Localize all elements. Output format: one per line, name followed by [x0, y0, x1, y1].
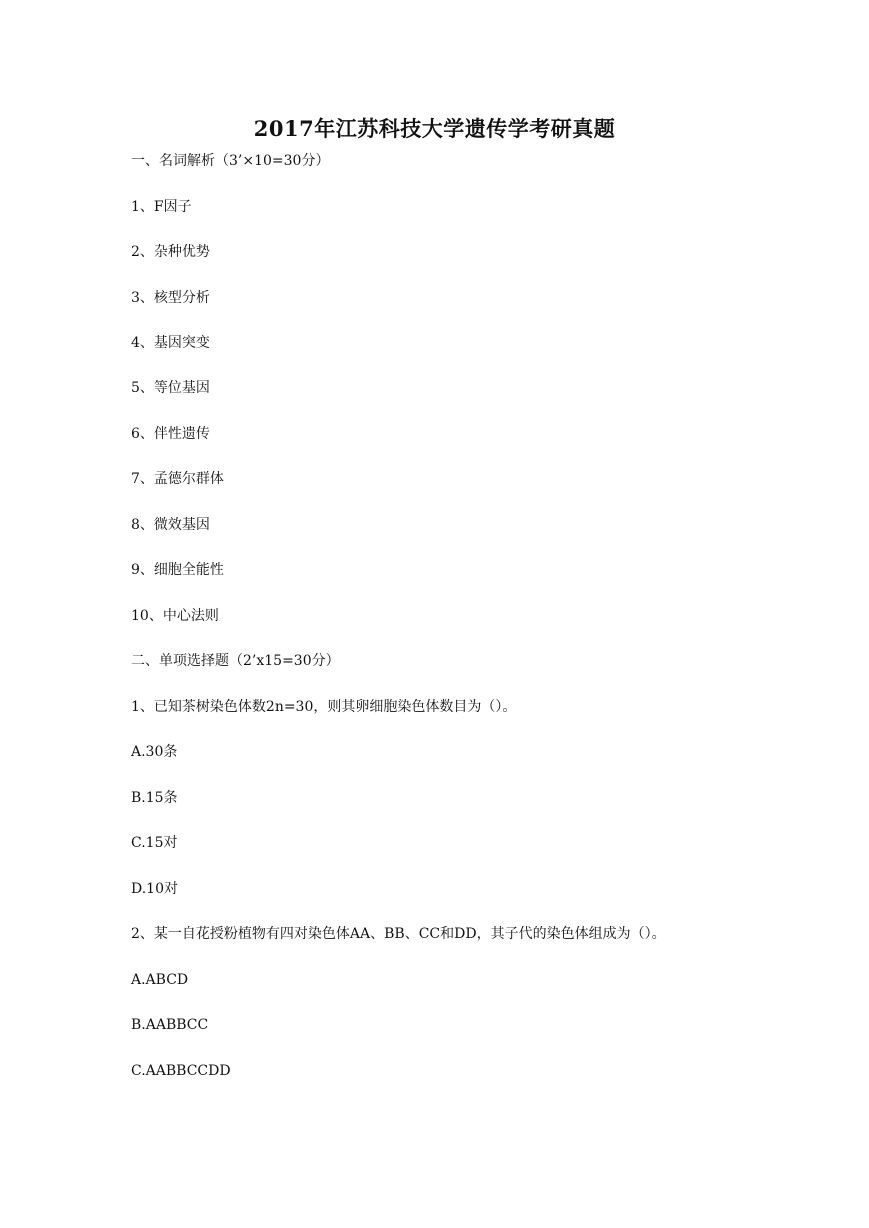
term-item: 6、伴性遗传: [131, 426, 210, 442]
answer-option: D.10对: [131, 881, 178, 897]
answer-option: A.ABCD: [131, 972, 189, 988]
term-item: 4、基因突变: [131, 335, 210, 351]
term-item: 9、细胞全能性: [131, 562, 224, 578]
answer-option: B.AABBCC: [131, 1017, 209, 1033]
term-item: 5、等位基因: [131, 380, 210, 396]
answer-option: C.AABBCCDD: [131, 1063, 231, 1079]
section-heading-terms: 一、名词解析（3’×10=30分）: [131, 153, 330, 169]
page-title: 2017年江苏科技大学遗传学考研真题: [253, 116, 616, 141]
answer-option: A.30条: [131, 744, 178, 760]
question-stem: 1、已知茶树染色体数2n=30，则其卵细胞染色体数目为（）。: [131, 699, 517, 715]
question-stem: 2、某一自花授粉植物有四对染色体AA、BB、CC和DD，其子代的染色体组成为（）。: [131, 926, 666, 942]
term-item: 8、微效基因: [131, 517, 210, 533]
term-item: 10、中心法则: [131, 608, 219, 624]
term-item: 2、杂种优势: [131, 244, 210, 260]
section-heading-choice: 二、单项选择题（2’x15=30分）: [131, 653, 340, 669]
answer-option: B.15条: [131, 790, 178, 806]
term-item: 7、孟德尔群体: [131, 471, 224, 487]
term-item: 3、核型分析: [131, 290, 210, 306]
answer-option: C.15对: [131, 835, 178, 851]
term-item: 1、F因子: [131, 199, 192, 215]
